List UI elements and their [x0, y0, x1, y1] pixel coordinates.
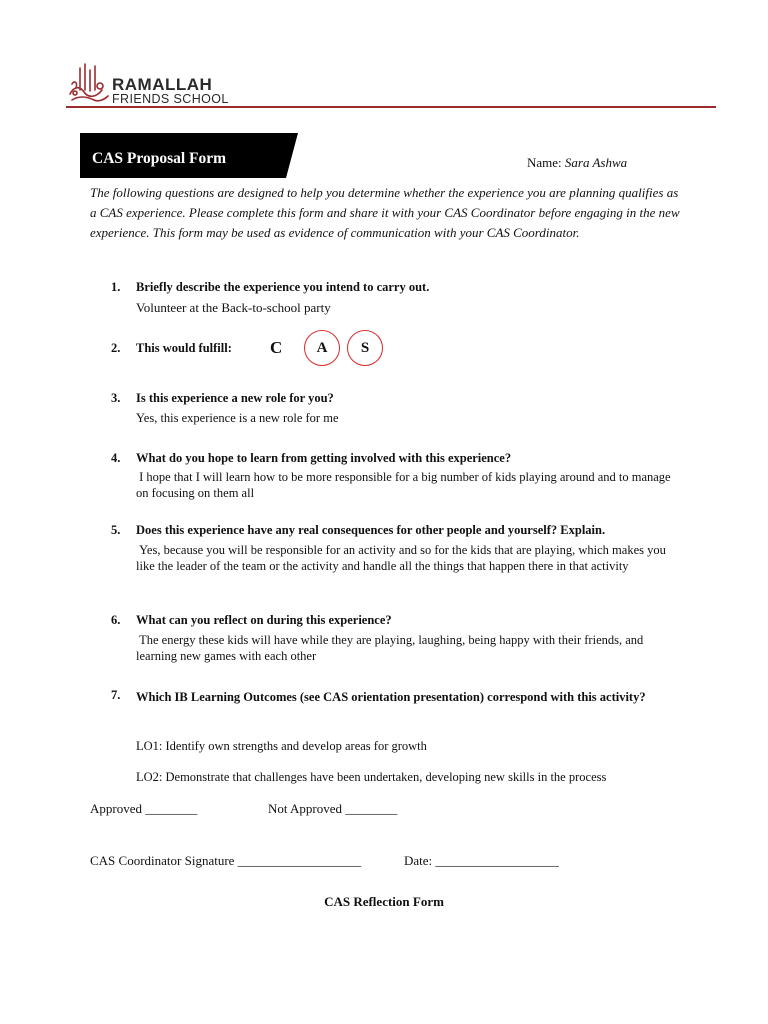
- school-subname: FRIENDS SCHOOL: [112, 92, 229, 106]
- question-4-text: What do you hope to learn from getting involved with this experience?: [136, 451, 512, 465]
- coordinator-signature-field: CAS Coordinator Signature ___________________: [90, 853, 362, 868]
- question-6-answer: The energy these kids will have while they are playing, laughing, being happy with their friends, and learning new games with each other: [136, 633, 647, 663]
- form-title: CAS Proposal Form: [92, 150, 227, 167]
- question-5-text: Does this experience have any real consequences for other people and yourself? Explain.: [136, 523, 606, 537]
- question-1-number: 1.: [111, 280, 121, 294]
- question-7-text: Which IB Learning Outcomes (see CAS orientation presentation) correspond with this activity?: [136, 690, 646, 704]
- option-a-circled: A: [304, 330, 340, 366]
- option-s-circled: S: [347, 330, 383, 366]
- approved-field: Approved ________: [90, 801, 198, 816]
- intro-paragraph: The following questions are designed to help you determine whether the experience you are planning qualifies as a CAS experience. Please complete this form and share it with your CAS Coordinator before engaging in the new experience. This form may be used as evidence of communication with your CAS Coordinator.: [90, 185, 680, 240]
- learning-outcome-2: LO2: Demonstrate that challenges have been undertaken, developing new skills in the process: [136, 770, 607, 784]
- name-label: Name:: [527, 155, 562, 170]
- date-field: Date: ___________________: [404, 853, 559, 868]
- name-field: [527, 155, 627, 171]
- question-6-number: 6.: [111, 613, 121, 627]
- school-name: RAMALLAH: [112, 75, 213, 94]
- question-1-text: Briefly describe the experience you intend to carry out.: [136, 280, 430, 294]
- question-2-number: 2.: [111, 341, 121, 355]
- header-divider: [66, 106, 716, 108]
- learning-outcome-1: LO1: Identify own strengths and develop areas for growth: [136, 739, 427, 753]
- question-6-text: What can you reflect on during this experience?: [136, 613, 392, 627]
- question-3-number: 3.: [111, 391, 121, 405]
- question-5-number: 5.: [111, 523, 121, 537]
- question-1-answer: Volunteer at the Back-to-school party: [136, 300, 331, 315]
- question-3-answer: Yes, this experience is a new role for me: [136, 411, 339, 425]
- question-5-answer: Yes, because you will be responsible for an activity and so for the kids that are playing, which makes you like the leader of the team or the activity and handle all the things that happen there in that activity: [136, 543, 669, 573]
- calligraphy-logo-icon: [66, 60, 110, 111]
- question-7-number: 7.: [111, 688, 121, 702]
- reflection-form-title: CAS Reflection Form: [324, 894, 444, 909]
- not-approved-field: Not Approved ________: [268, 801, 398, 816]
- name-value: Sara Ashwa: [564, 155, 628, 170]
- option-c: C: [270, 338, 283, 357]
- question-2-text: This would fulfill:: [136, 341, 232, 355]
- question-3-text: Is this experience a new role for you?: [136, 391, 334, 405]
- question-4-number: 4.: [111, 451, 121, 465]
- question-4-answer: I hope that I will learn how to be more responsible for a big number of kids playing around and to manage on focusing on them all: [136, 470, 674, 500]
